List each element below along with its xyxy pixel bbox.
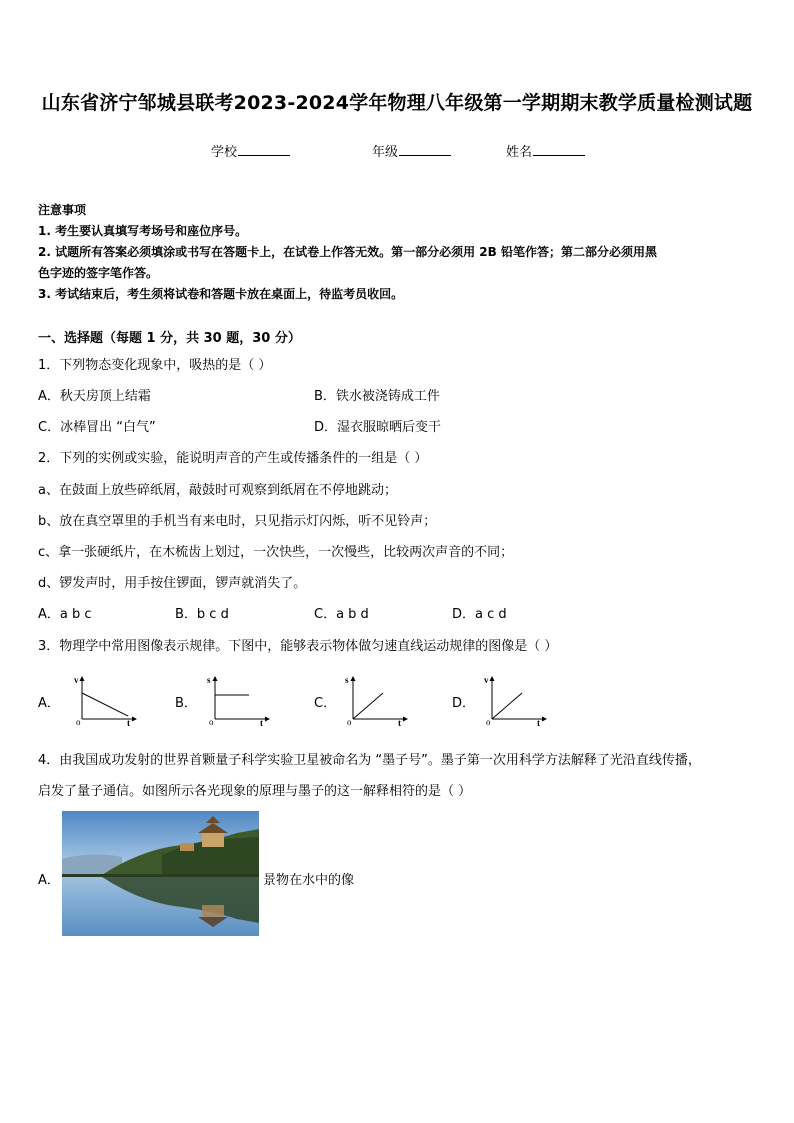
page-title: 山东省济宁邹城县联考2023-2024学年物理八年级第一学期期末教学质量检测试题 — [41, 92, 753, 114]
notice-item: 色字迹的签字笔作答。 — [38, 266, 159, 280]
y-arrow — [213, 676, 218, 681]
notice-item: 2. 试题所有答案必须填涂或书写在答题卡上，在试卷上作答无效。第一部分必须用 2B 铅笔作答；第二部分必须用黑 — [38, 245, 657, 259]
graph-line-decreasing — [82, 693, 128, 716]
x-arrow — [132, 717, 137, 722]
x-label: t — [127, 718, 130, 728]
q3-option-c-label[interactable]: C． — [314, 696, 337, 711]
section-heading: 一、选择题（每题 1 分，共 30 题，30 分） — [38, 331, 301, 346]
x-arrow — [542, 717, 547, 722]
q2-item-a: a、在鼓面上放些碎纸屑，敲鼓时可观察到纸屑在不停地跳动； — [38, 483, 397, 498]
q4-option-a-label[interactable]: A． — [38, 873, 60, 888]
y-arrow — [490, 676, 495, 681]
q3-graph-c[interactable] — [341, 673, 411, 731]
q4-stem-line1: 4．由我国成功发射的世界首颗量子科学实验卫星被命名为 “墨子号”。墨子第一次用科学方法解释了光沿直线传播， — [38, 753, 701, 768]
grade-blank[interactable] — [399, 143, 451, 156]
x-arrow — [265, 717, 270, 722]
q1-option-d[interactable]: D．湿衣服晾晒后变干 — [314, 420, 442, 435]
q4-option-a-caption: 景物在水中的像 — [263, 873, 355, 888]
q2-stem: 2．下列的实例或实验，能说明声音的产生或传播条件的一组是（ ） — [38, 451, 428, 466]
side-building — [180, 843, 194, 851]
graph-line-increasing — [353, 693, 383, 719]
y-arrow — [80, 676, 85, 681]
q2-item-c: c、拿一张硬纸片，在木梳齿上划过，一次快些，一次慢些，比较两次声音的不同； — [38, 545, 514, 560]
q1-option-b[interactable]: B．铁水被浇铸成工件 — [314, 389, 440, 404]
q1-option-a[interactable]: A．秋天房顶上结霜 — [38, 389, 151, 404]
q3-stem: 3．物理学中常用图像表示规律。下图中，能够表示物体做匀速直线运动规律的图像是（ ） — [38, 639, 558, 654]
notice-item: 3. 考试结束后，考生须将试卷和答题卡放在桌面上，待监考员收回。 — [38, 287, 404, 301]
grade-label: 年级 — [372, 145, 399, 160]
origin-label: o — [486, 717, 491, 727]
q3-graph-a[interactable] — [70, 673, 140, 731]
school-blank[interactable] — [238, 143, 290, 156]
name-label: 姓名 — [506, 145, 533, 160]
q3-option-d-label[interactable]: D． — [452, 696, 476, 711]
school-field — [211, 141, 290, 160]
notice-heading: 注意事项 — [38, 203, 87, 217]
y-label: v — [484, 675, 489, 685]
graph-line-increasing — [492, 693, 522, 719]
q2-item-b: b、放在真空罩里的手机当有来电时，只见指示灯闪烁，听不见铃声； — [38, 514, 437, 529]
q2-option-b[interactable]: B．b c d — [175, 607, 229, 622]
q3-graph-d[interactable] — [480, 673, 550, 731]
q3-option-b-label[interactable]: B． — [175, 696, 197, 711]
y-arrow — [351, 676, 356, 681]
y-label: s — [345, 675, 349, 685]
name-blank[interactable] — [533, 143, 585, 156]
q2-item-d: d、锣发声时，用手按住锣面，锣声就消失了。 — [38, 576, 307, 591]
notice-item: 1. 考生要认真填写考场号和座位序号。 — [38, 224, 248, 238]
origin-label: o — [209, 717, 214, 727]
x-label: t — [537, 718, 540, 728]
q2-option-c[interactable]: C．a b d — [314, 607, 369, 622]
reflection-photo — [62, 811, 259, 936]
shoreline — [62, 874, 259, 877]
q1-stem: 1．下列物态变化现象中，吸热的是（ ） — [38, 358, 272, 373]
school-label: 学校 — [211, 145, 238, 160]
pavilion-reflection — [202, 905, 224, 917]
grade-field — [372, 141, 451, 160]
q3-graph-b[interactable] — [203, 673, 273, 731]
q1-option-c[interactable]: C．冰棒冒出 “白气” — [38, 420, 156, 435]
x-label: t — [398, 718, 401, 728]
name-field — [506, 141, 585, 160]
q3-option-a-label[interactable]: A． — [38, 696, 60, 711]
x-label: t — [260, 718, 263, 728]
q2-option-d[interactable]: D．a c d — [452, 607, 507, 622]
origin-label: o — [347, 717, 352, 727]
notice-section — [38, 200, 657, 305]
y-label: v — [74, 675, 79, 685]
y-label: s — [207, 675, 211, 685]
q4-stem-line2: 启发了量子通信。如图所示各光现象的原理与墨子的这一解释相符的是（ ） — [38, 784, 472, 799]
pavilion — [202, 833, 224, 847]
origin-label: o — [76, 717, 81, 727]
q2-option-a[interactable]: A．a b c — [38, 607, 92, 622]
x-arrow — [403, 717, 408, 722]
